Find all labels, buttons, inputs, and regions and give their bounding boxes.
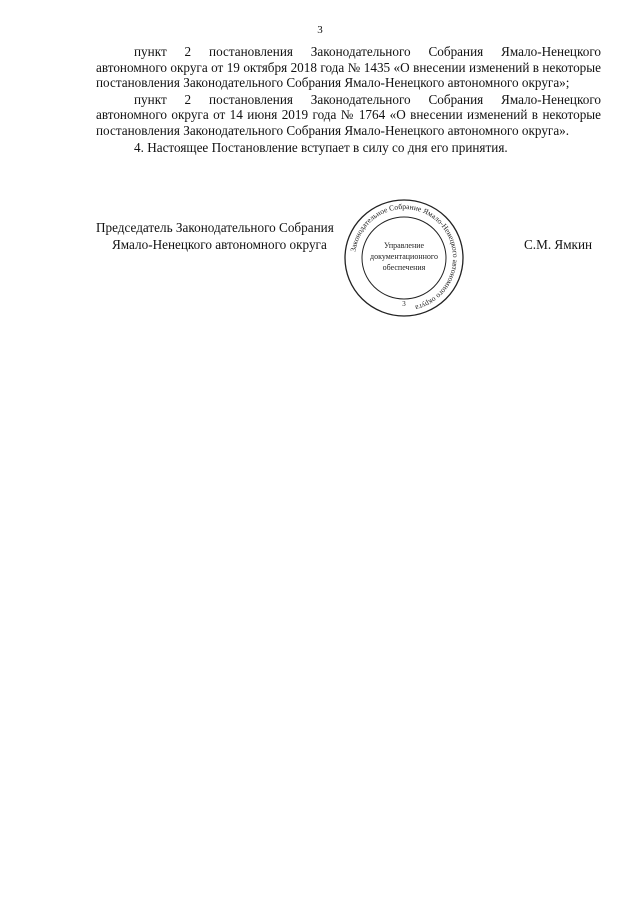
page-number: 3 [317, 24, 323, 36]
signatory-title-line-1: Председатель Законодательного Собрания [96, 220, 334, 235]
stamp-center-line-1: Управление [383, 241, 425, 250]
signatory-title-line-2: Ямало-Ненецкого автономного округа [112, 237, 327, 252]
official-stamp [342, 196, 466, 320]
stamp-number: 3 [402, 300, 406, 308]
document-body [96, 44, 601, 156]
paragraph-entry-into-force: 4. Настоящее Постановление вступает в силу со дня его принятия. [134, 139, 508, 155]
stamp-center-line-2: документационного [370, 252, 438, 261]
stamp-ring-text: Законодательное Собрание Ямало-Ненецкого автономного округа [348, 201, 461, 313]
paragraph-repealed-item-2018: пункт 2 постановления Законодательного Собрания Ямало-Ненецкого автономного округа от 19 октября 2018 года № 1435 «О внесении изменений в некоторые постановления Законодательного Собрания Ямало-Ненецкого автономного округа»; [96, 44, 601, 91]
signatory-name: С.М. Ямкин [524, 237, 593, 252]
stamp-center-line-3: обеспечения [382, 263, 426, 272]
paragraph-repealed-item-2019: пункт 2 постановления Законодательного Собрания Ямало-Ненецкого автономного округа от 14 июня 2019 года № 1764 «О внесении изменений в некоторые постановления Законодательного Собрания Ямало-Ненецкого автономного округа». [96, 91, 601, 138]
